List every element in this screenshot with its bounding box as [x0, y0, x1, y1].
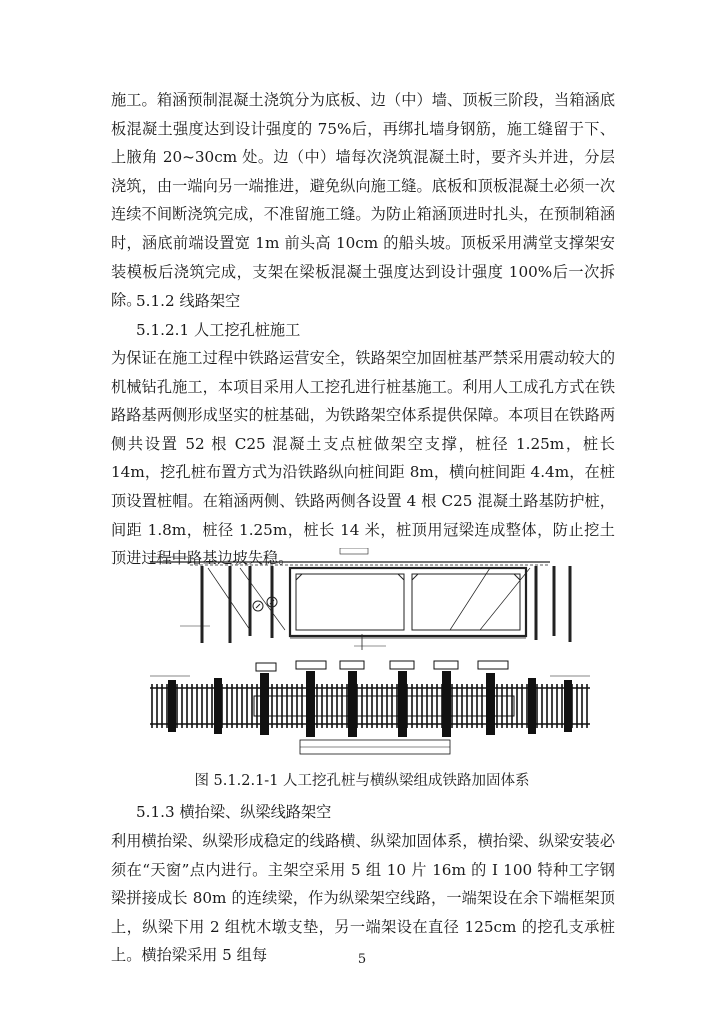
heading-line-overhead: 5.1.2 线路架空: [136, 292, 241, 310]
figure-caption: 图 5.1.2.1-1 人工挖孔桩与横纵梁组成铁路加固体系: [194, 773, 530, 789]
elevation-view: [150, 548, 570, 650]
paragraph-box-culvert-casting: 施工。箱涵预制混凝土浇筑分为底板、边（中）墙、顶板三阶段，当箱涵底板混凝土强度达到设计强度的 75%后，再绑扎墙身钢筋，施工缝留于下、上腋角 20~30cm 处。边（中）墙每次浇筑混凝土时，要齐头并进，分层浇筑，由一端向另一端推进，避免纵向施工缝。底板和顶板混凝土必须一次连续不间断浇筑完成，不准留施工缝。为防止箱涵顶进时扎头，在预制箱涵时，涵底前端设置宽 1m 前头高 10cm 的船头坡。顶板采用满堂支撑架安装模板后浇筑完成，支架在梁板混凝土强度达到设计强度 100%后一次拆除。: [111, 91, 615, 310]
heading-beam-overhead: 5.1.3 横抬梁、纵梁线路架空: [136, 803, 332, 821]
railway-reinforcement-figure: [150, 548, 590, 760]
page-number: 5: [357, 952, 367, 967]
paragraph-pile-construction: 为保证在施工过程中铁路运营安全，铁路架空加固桩基严禁采用震动较大的机械钻孔施工，本项目采用人工挖孔进行桩基施工。利用人工成孔方式在铁路路基两侧形成坚实的桩基础，为铁路架空体系提供保障。本项目在铁路两侧共设置 52 根 C25 混凝土支点桩做架空支撑，桩径 1.25m，桩长 14m，挖孔桩布置方式为沿铁路纵向桩间距 8m，横向桩间距 4.4m，在桩顶设置桩帽。在箱涵两侧、铁路两侧各设置 4 根 C25 混凝土路基防护桩，间距 1.8m，桩径 1.25m，桩长 14 米，桩顶用冠梁连成整体，防止挖土顶进过程中路基边坡失稳。: [111, 349, 615, 568]
paragraph-beam-system: 利用横抬梁、纵梁形成稳定的线路横、纵梁加固体系，横抬梁、纵梁安装必须在“天窗”点内进行。主架空采用 5 组 10 片 16m 的 I 100 特种工字钢梁拼接成长 80m 的连续梁，作为纵梁架空线路，一端架设在余下端框架顶上，纵梁下用 2 组枕木墩支垫，另一端架设在直径 125cm 的挖孔支承桩上。横抬梁采用 5 组每: [111, 832, 615, 965]
plan-view: [150, 661, 590, 754]
heading-manual-pile: 5.1.2.1 人工挖孔桩施工: [136, 321, 301, 339]
